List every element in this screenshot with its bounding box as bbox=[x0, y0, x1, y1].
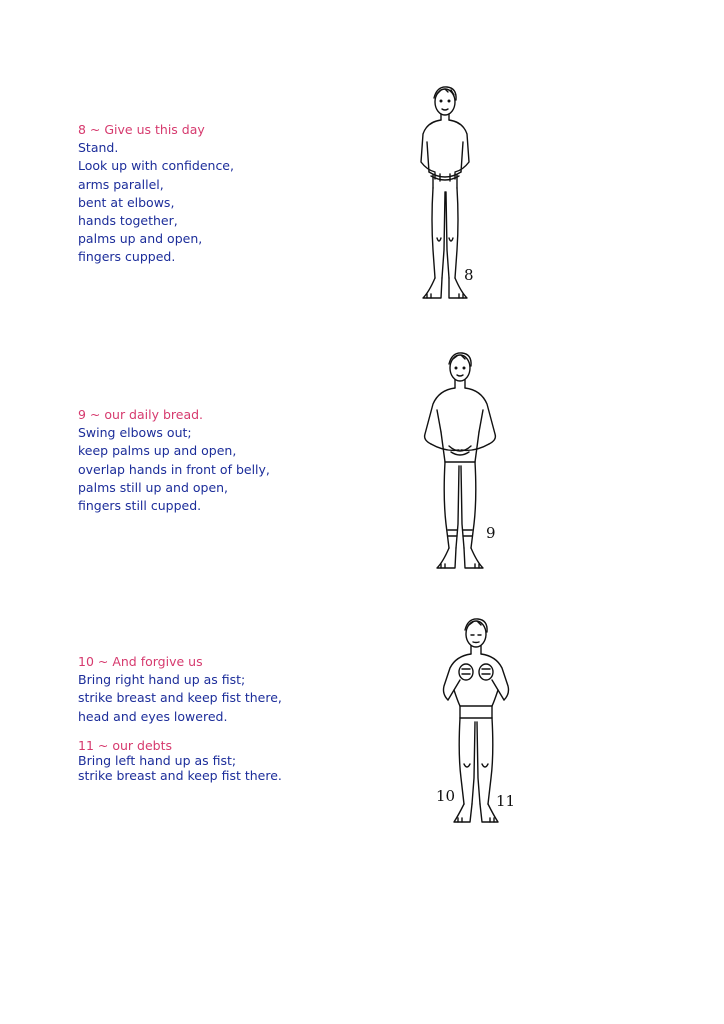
section-10-heading: 10 ~ And forgive us bbox=[78, 654, 203, 669]
figure-11-number: 11 bbox=[496, 792, 516, 810]
section-8-line: palms up and open, bbox=[78, 231, 203, 247]
section-9-line: overlap hands in front of belly, bbox=[78, 461, 270, 477]
section-8-line: bent at elbows, bbox=[78, 194, 175, 210]
section-10-line: head and eyes lowered. bbox=[78, 708, 228, 724]
section-8-text bbox=[78, 121, 234, 267]
section-8-line: arms parallel, bbox=[78, 176, 164, 192]
section-8-line: Stand. bbox=[78, 140, 119, 156]
section-10-line: strike breast and keep fist there, bbox=[78, 690, 282, 706]
section-11-line: strike breast and keep fist there. bbox=[78, 767, 282, 783]
section-9-line: Swing elbows out; bbox=[78, 425, 192, 441]
figure-8-number: 8 bbox=[464, 266, 474, 284]
section-9-line: keep palms up and open, bbox=[78, 443, 237, 459]
section-11-line: Bring left hand up as fist; bbox=[78, 752, 237, 768]
section-10-line: Bring right hand up as fist; bbox=[78, 672, 246, 688]
figure-10-number: 10 bbox=[436, 787, 456, 805]
figure-9-number: 9 bbox=[486, 524, 496, 542]
section-8-line: fingers cupped. bbox=[78, 249, 176, 265]
section-8-heading: 8 ~ Give us this day bbox=[78, 122, 205, 137]
section-9-line: fingers still cupped. bbox=[78, 498, 202, 514]
section-10-text bbox=[78, 653, 282, 783]
section-11-heading: 11 ~ our debts bbox=[78, 737, 172, 753]
section-9-heading: 9 ~ our daily bread. bbox=[78, 407, 204, 422]
section-9-line: palms still up and open, bbox=[78, 479, 229, 495]
section-9-text bbox=[78, 406, 270, 515]
section-8-line: Look up with confidence, bbox=[78, 158, 234, 174]
section-8-line: hands together, bbox=[78, 213, 178, 229]
